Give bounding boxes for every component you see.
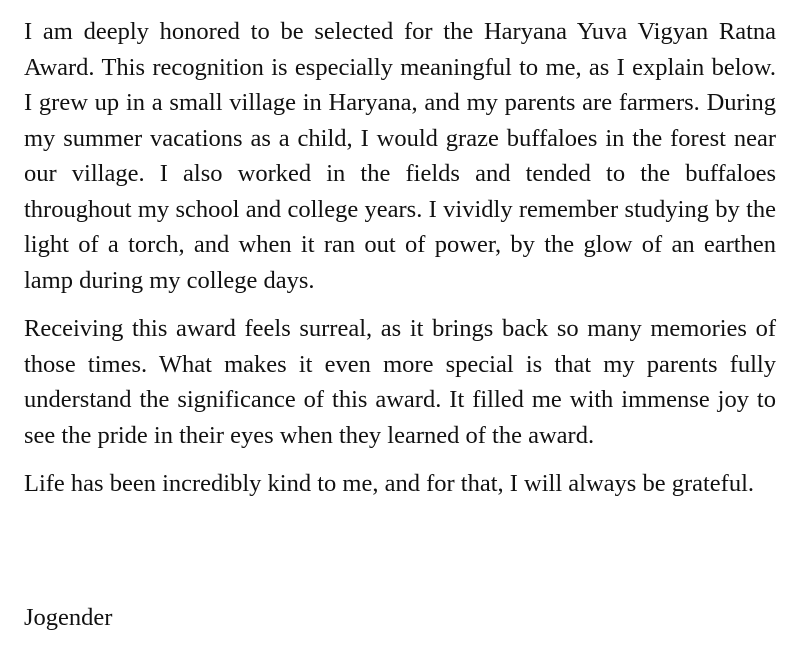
signature-name: Jogender bbox=[24, 604, 113, 631]
paragraph-award-honor: I am deeply honored to be selected for the Haryana Yuva Vigyan Ratna Award. This recognition is especially meaningful to me, as I explain below. I grew up in a small village in Haryana, and my parents are farmers. During my summer vacations as a child, I would graze buffaloes in the forest near our village. I also worked in the fields and tended to the buffaloes throughout my school and college years. I vividly remember studying by the light of a torch, and when it ran out of power, by the glow of an earthen lamp during my college days. bbox=[24, 18, 776, 294]
paragraph-gratitude: Life has been incredibly kind to me, and for that, I will always be grateful. bbox=[24, 470, 754, 497]
letter-body bbox=[24, 14, 776, 631]
paragraph-award-memories: Receiving this award feels surreal, as it brings back so many memories of those times. What makes it even more special is that my parents fully understand the significance of this award. It filled me with immense joy to see the pride in their eyes when they learned of the award. bbox=[24, 315, 776, 449]
